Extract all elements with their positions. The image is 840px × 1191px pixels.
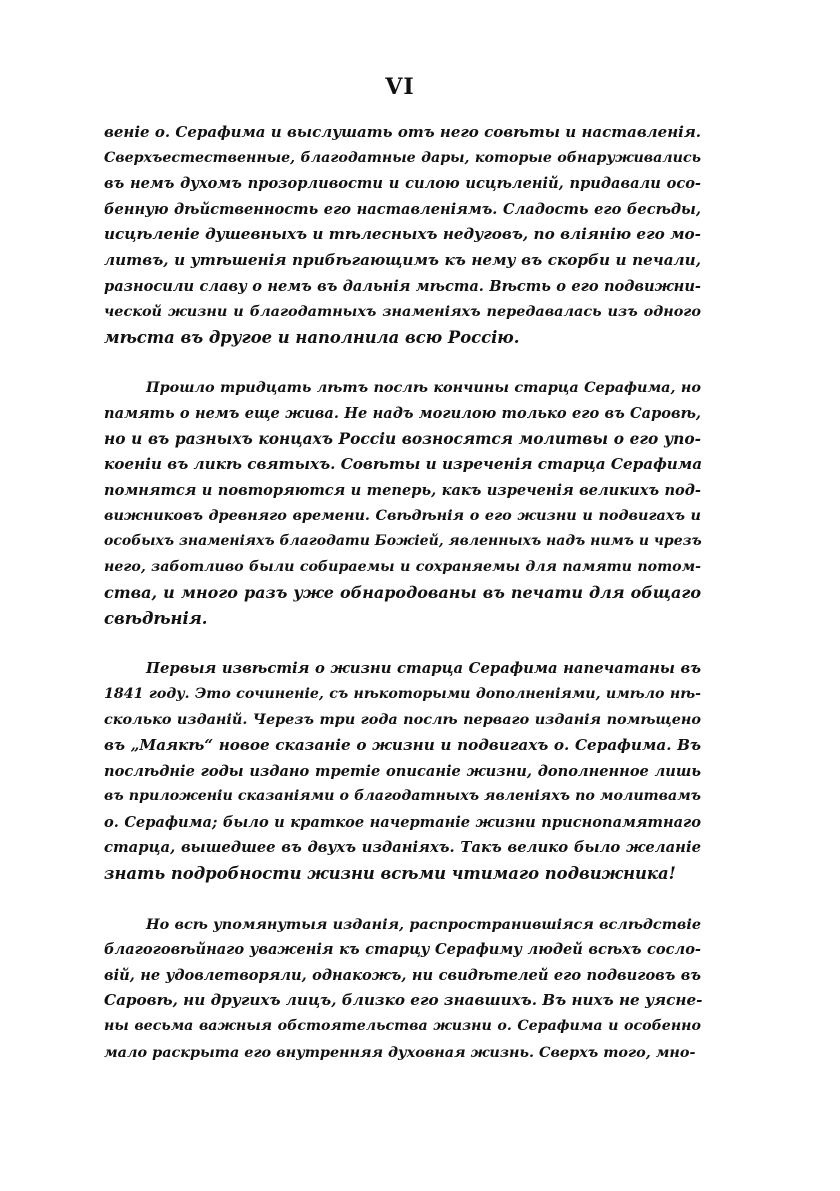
- text-line: ства, и много разъ уже обнародованы въ печати для общаго: [104, 583, 701, 603]
- text-line: ны весьма важныя обстоятельства жизни о. Серафима и особенно: [104, 1018, 701, 1034]
- body-text: [104, 120, 701, 1065]
- text-line: память о немъ еще жива. Не надъ могилою только его въ Саровѣ,: [104, 404, 701, 422]
- text-line: сколько изданій. Черезъ три года послѣ перваго изданія помѣщено: [104, 711, 701, 729]
- text-line: вижниковъ древняго времени. Свѣдѣнія о его жизни и подвигахъ и: [104, 507, 701, 525]
- text-line: послѣдніе годы издано третіе описаніе жизни, дополненное лишь: [104, 762, 701, 780]
- text-line: Прошло тридцать лѣтъ послѣ кончины старца Серафима, но: [146, 379, 701, 397]
- text-line: Но всѣ упомянутыя изданія, распространившіяся вслѣдствіе: [146, 915, 701, 933]
- text-line: благоговѣйнаго уваженія къ старцу Серафиму людей всѣхъ сосло-: [104, 941, 701, 959]
- text-line: разносили славу о немъ въ дальнія мѣста. Вѣсть о его подвижни-: [104, 277, 701, 295]
- text-line: свѣдѣнія.: [104, 608, 208, 628]
- text-line: исцѣленіе душевныхъ и тѣлесныхъ недуговъ, по вліянію его мо-: [104, 225, 701, 244]
- text-line: мало раскрыта его внутренняя духовная жизнь. Сверхъ того, мно-: [104, 1043, 696, 1061]
- text-line: него, заботливо были собираемы и сохраняемы для памяти потом-: [104, 558, 701, 575]
- paragraph: [104, 912, 701, 1066]
- text-line: но и въ разныхъ концахъ Россіи возносятся молитвы о его упо-: [104, 429, 701, 448]
- paragraph: [104, 375, 701, 631]
- text-line: ческой жизни и благодатныхъ знаменіяхъ передавалась изъ одного: [104, 303, 701, 321]
- text-line: въ немъ духомъ прозорливости и силою исцѣленій, придавали осо-: [104, 175, 701, 193]
- text-line: знать подробности жизни всѣми чтимаго подвижника!: [104, 864, 676, 884]
- paragraph: [104, 656, 701, 886]
- text-line: бенную дѣйственность его наставленіямъ. Сладость его бесѣды,: [104, 200, 701, 218]
- text-line: въ приложеніи сказаніями о благодатныхъ явленіяхъ по молитвамъ: [104, 788, 701, 805]
- text-line: вій, не удовлетворяли, однакожъ, ни свидѣтелей его подвиговъ въ: [104, 966, 701, 984]
- text-line: особыхъ знаменіяхъ благодати Божіей, явленныхъ надъ нимъ и чрезъ: [104, 532, 702, 549]
- text-line: литвъ, и утѣшенія прибѣгающимъ къ нему въ скорби и печали,: [104, 250, 701, 269]
- paragraph: [104, 120, 701, 350]
- text-line: въ „Маякѣ“ новое сказаніе о жизни и подвигахъ о. Серафима. Въ: [104, 736, 701, 755]
- text-line: Первыя извѣстія о жизни старца Серафима напечатаны въ: [146, 660, 701, 678]
- text-line: коеніи въ ликѣ святыхъ. Совѣты и изреченія старца Серафима: [104, 455, 703, 474]
- text-line: помнятся и повторяются и теперь, какъ изреченія великихъ под-: [104, 481, 701, 499]
- text-line: Саровѣ, ни другихъ лицъ, близко его знавшихъ. Въ нихъ не уясне-: [104, 991, 703, 1010]
- text-line: старца, вышедшее въ двухъ изданіяхъ. Такъ велико было желаніе: [104, 839, 701, 857]
- text-line: Сверхъестественные, благодатные дары, которые обнаруживались: [104, 149, 701, 166]
- text-line: о. Серафима; было и краткое начертаніе жизни приснопамятнаго: [104, 813, 701, 831]
- text-line: 1841 году. Это сочиненіе, съ нѣкоторыми дополненіями, имѣло нѣ-: [104, 685, 701, 702]
- page-number: VI: [385, 74, 415, 100]
- text-line: веніе о. Серафима и выслушать отъ него совѣты и наставленія.: [104, 123, 701, 141]
- text-line: мѣста въ другое и наполнила всю Россію.: [104, 327, 520, 347]
